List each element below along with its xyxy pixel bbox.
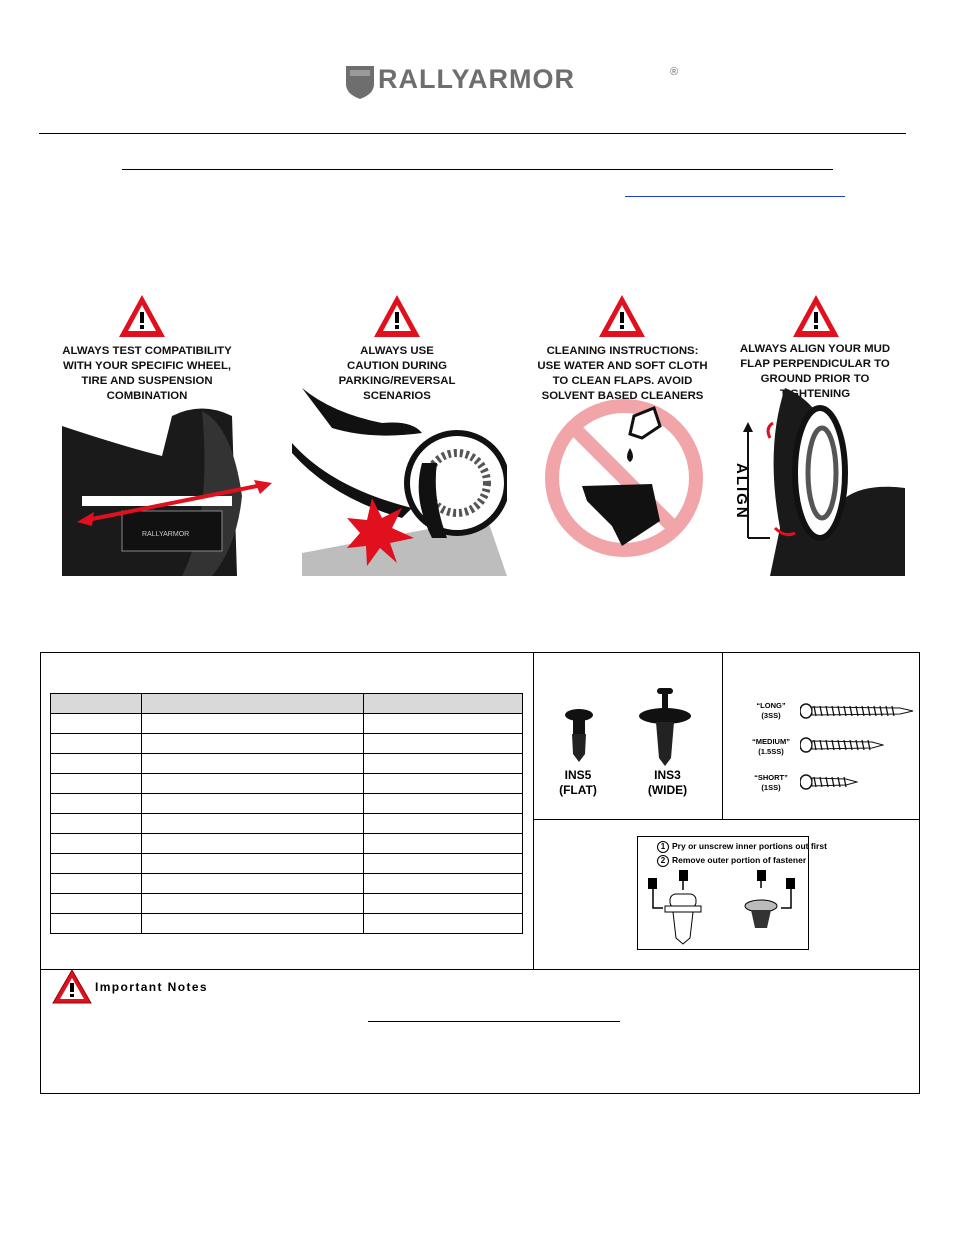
short-screw-icon [800,774,858,790]
box-divider [533,652,534,969]
medium-screw-icon [800,737,884,753]
align-label: ALIGN [733,463,750,520]
table-row [51,834,523,854]
warning-line: TIRE AND SUSPENSION [81,375,213,387]
table-row [51,814,523,834]
warning-panel-cleaning [530,288,715,576]
mudflap-align-illustration [725,388,905,576]
box-divider [533,819,920,820]
warning-triangle-icon [52,969,92,1004]
warning-panel-parking [292,288,512,576]
header-divider [39,133,906,134]
warning-line: PARKING/REVERSAL [338,375,456,387]
box-divider [40,969,920,970]
table-row [51,774,523,794]
warning-line: WITH YOUR SPECIFIC WHEEL, [62,360,232,372]
table-row [51,754,523,774]
warning-line: ALWAYS ALIGN YOUR MUD [739,343,891,355]
table-row [51,894,523,914]
box-divider [722,652,723,819]
svg-text:RALLYARMOR: RALLYARMOR [142,531,190,538]
registered-mark: ® [670,66,679,78]
title-underline [122,169,833,170]
warning-line: GROUND PRIOR TO TIGHTENING [760,373,870,400]
warning-triangle-icon [372,293,422,339]
parts-table [50,693,523,934]
wide-clip-icon [638,688,692,768]
warning-triangle-icon [597,293,647,339]
brand-wordmark: RALLYARMOR [378,64,576,94]
no-solvent-icon [542,396,708,576]
warning-panel-compatibility [62,288,282,576]
warning-triangle-icon [117,293,167,339]
warning-line: ALWAYS TEST COMPATIBILITY [62,345,232,357]
table-row [51,714,523,734]
warning-line: ALWAYS USE [360,345,434,357]
warning-line: COMBINATION [106,390,188,402]
warning-line: FLAP PERPENDICULAR TO [740,358,890,370]
warning-panel-align [725,288,905,576]
flat-clip-icon [563,706,595,764]
long-screw-icon [800,703,914,719]
warning-text-cleaning [530,344,715,404]
table-row [51,794,523,814]
wheel-clearance-illustration [62,396,282,576]
clip-label-wide: INS3 (WIDE) [647,768,688,797]
removal-arrows-icon [645,868,805,946]
warning-line: USE WATER AND SOFT CLOTH [537,360,708,372]
table-row [51,854,523,874]
screw-label-long: “LONG” (3SS) [756,701,786,720]
warning-line: SCENARIOS [363,390,431,402]
warning-line: CLEANING INSTRUCTIONS: [546,345,699,357]
warning-line: SOLVENT BASED CLEANERS [541,390,704,402]
curb-impact-illustration [292,388,507,576]
warning-line: TO CLEAN FLAPS. AVOID [552,375,693,387]
important-notes-heading: Important Notes [95,980,209,994]
table-row [51,734,523,754]
warning-text-compatibility [52,344,242,404]
screw-label-short: “SHORT” (1SS) [754,773,788,792]
table-row [51,874,523,894]
table-row [51,914,523,934]
link-underline[interactable] [625,196,845,197]
screw-label-medium: “MEDIUM” (1.5SS) [752,737,790,756]
warning-triangle-icon [791,293,841,339]
removal-step-2: 2 Remove outer portion of fastener [657,855,806,867]
removal-step-1: 1 Pry or unscrew inner portions out first [657,841,827,853]
notes-underline [368,1021,620,1022]
warning-line: CAUTION DURING [347,360,447,372]
clip-label-flat: INS5 (FLAT) [559,768,597,797]
